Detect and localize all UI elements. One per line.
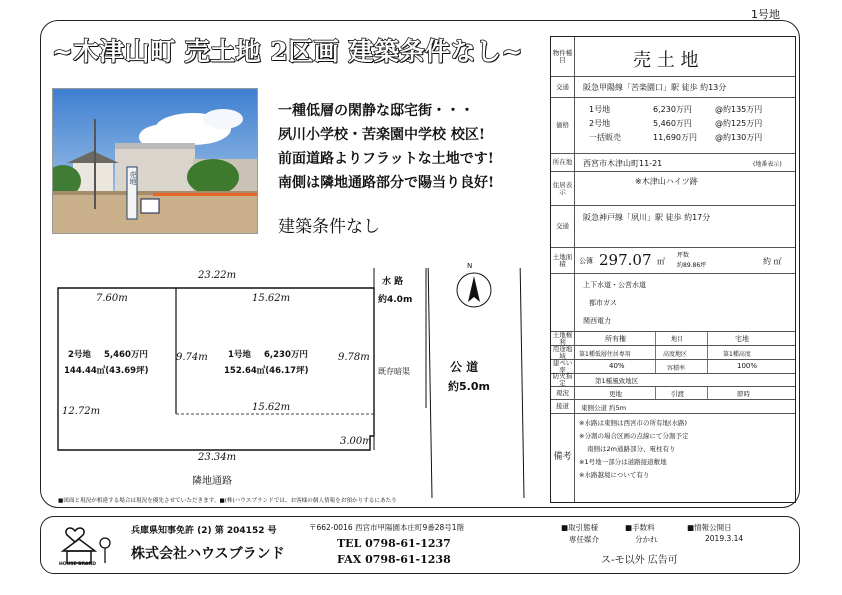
publish-date: 2019.3.14 <box>705 534 744 543</box>
traffic: 阪急甲陽線「苦楽園口」駅 徒歩 約13分 <box>583 83 727 92</box>
row-traffic: 交通 阪急甲陽線「苦楽園口」駅 徒歩 約13分 <box>551 77 795 98</box>
disclaimer-note: ■図面と現況が相違する場合は現況を優先させていただきます。■(株)ハウスブランドでは、お客様の個人情報をお預かりするにあたり <box>58 498 397 504</box>
catch-line-4: 南側は隣地通路部分で陽当り良好! <box>278 175 495 191</box>
dim-left: 12.72m <box>62 406 101 417</box>
path-label: 隣地通路 <box>192 476 232 487</box>
row-housing: 住居表示 ※木津山ハイツ跡 <box>551 172 795 206</box>
lot1-name: 1号地 <box>228 350 251 360</box>
compass-n: N <box>467 262 473 270</box>
company-logo: HOUSE BRAND <box>57 521 123 571</box>
info-table <box>550 36 796 503</box>
tel: TEL 0798-61-1237 <box>337 537 451 550</box>
photo-sign: 売地 <box>129 171 137 185</box>
property-photo <box>52 88 258 234</box>
row-remarks: 備考 ※水路は東側は西宮市の所有地(水路) ※分割の場合区画の点線にて分割予定 南側は2m通路部分、電柱有り ※1号地一部分は道路接道敷地 ※水路越境について有り <box>551 414 795 502</box>
transaction: 専任媒介 <box>569 535 599 544</box>
row-road: 接道 東側公道 約5m <box>551 400 795 414</box>
dim-lot1-top: 15.62m <box>252 293 291 304</box>
dim-lot2-right: 9.74m <box>176 352 208 363</box>
fax: FAX 0798-61-1238 <box>337 553 451 566</box>
catch-line-1: 一種低層の閑静な邸宅街・・・ <box>278 103 474 119</box>
dim-bottom: 23.34m <box>198 452 237 463</box>
road-label: 公 道 <box>450 360 479 374</box>
water-label: 水 路 <box>382 277 404 287</box>
area-value: 297.07 <box>599 251 652 269</box>
row-coverage: 建ぺい率 40% 容積率 100% <box>551 360 795 374</box>
dim-top: 23.22m <box>198 270 237 281</box>
lot2-area: 144.44㎡(43.69坪) <box>64 366 149 376</box>
no-condition-label: 建築条件なし <box>278 217 380 237</box>
row-heading: 物件種目 売 土 地 <box>551 37 795 77</box>
license: 兵庫県知事免許 (2) 第 204152 号 <box>131 526 277 536</box>
commission: 分かれ <box>635 535 658 544</box>
plot-map <box>52 262 532 498</box>
catch-line-2: 夙川小学校・苦楽園中学校 校区! <box>278 127 486 143</box>
transaction-label: ■取引態様 <box>561 523 599 532</box>
row-rights: 土地権利 所有権 地目 宅地 <box>551 332 795 346</box>
row-facilities: 上下水道・公営水道 都市ガス 関西電力 <box>551 274 795 332</box>
company-name: 株式会社ハウスブランド <box>131 546 285 562</box>
heading: 売 土 地 <box>633 50 699 71</box>
row-price: 価格 1号地 6,230万円 @約135万円 2号地 5,460万円 @約125万円 一括販売 11,690万円 @約130万円 <box>551 98 795 154</box>
footer <box>40 516 800 574</box>
address: 〒662-0016 西宮市甲陽園本庄町9番28号1階 <box>309 523 465 532</box>
commission-label: ■手数料 <box>625 523 655 532</box>
water-width: 約4.0m <box>378 295 413 305</box>
row-location: 所在地 西宮市木津山町11-21 (地番表示) <box>551 154 795 172</box>
road-width: 約5.0m <box>448 380 490 393</box>
date-label: ■情報公開日 <box>687 523 732 532</box>
row-other-traffic: 交通 阪急神戸線「夙川」駅 徒歩 約17分 <box>551 206 795 248</box>
lot2-price: 5,460万円 <box>104 350 148 360</box>
dim-lot2-top: 7.60m <box>96 293 128 304</box>
page-number: 1号地 <box>751 8 780 21</box>
lot2-name: 2号地 <box>68 350 91 360</box>
row-area: 土地面積 公簿 297.07 ㎡ 坪数 約89.86坪 約 ㎡ <box>551 248 795 274</box>
dim-bottom-right: 3.00m <box>340 436 372 447</box>
row-fire: 防火指定 第1種風致地区 <box>551 374 795 387</box>
dim-mid: 15.62m <box>252 402 291 413</box>
row-status: 現況 更地 引渡 即時 <box>551 387 795 400</box>
row-zoning: 用途地域 第1種低層住居専用 高度地区 第1種高度 <box>551 346 795 360</box>
catch-line-3: 前面道路よりフラットな土地です! <box>278 151 494 167</box>
lot1-area: 152.64㎡(46.17坪) <box>224 366 309 376</box>
dim-right: 9.78m <box>338 352 370 363</box>
lot1-price: 6,230万円 <box>264 350 308 360</box>
ad-note: ス-モ以外 広告可 <box>601 555 678 566</box>
water-note: 既存暗渠 <box>378 367 410 376</box>
page-title: ~木津山町 売土地 2区画 建築条件なし~ <box>52 37 523 66</box>
